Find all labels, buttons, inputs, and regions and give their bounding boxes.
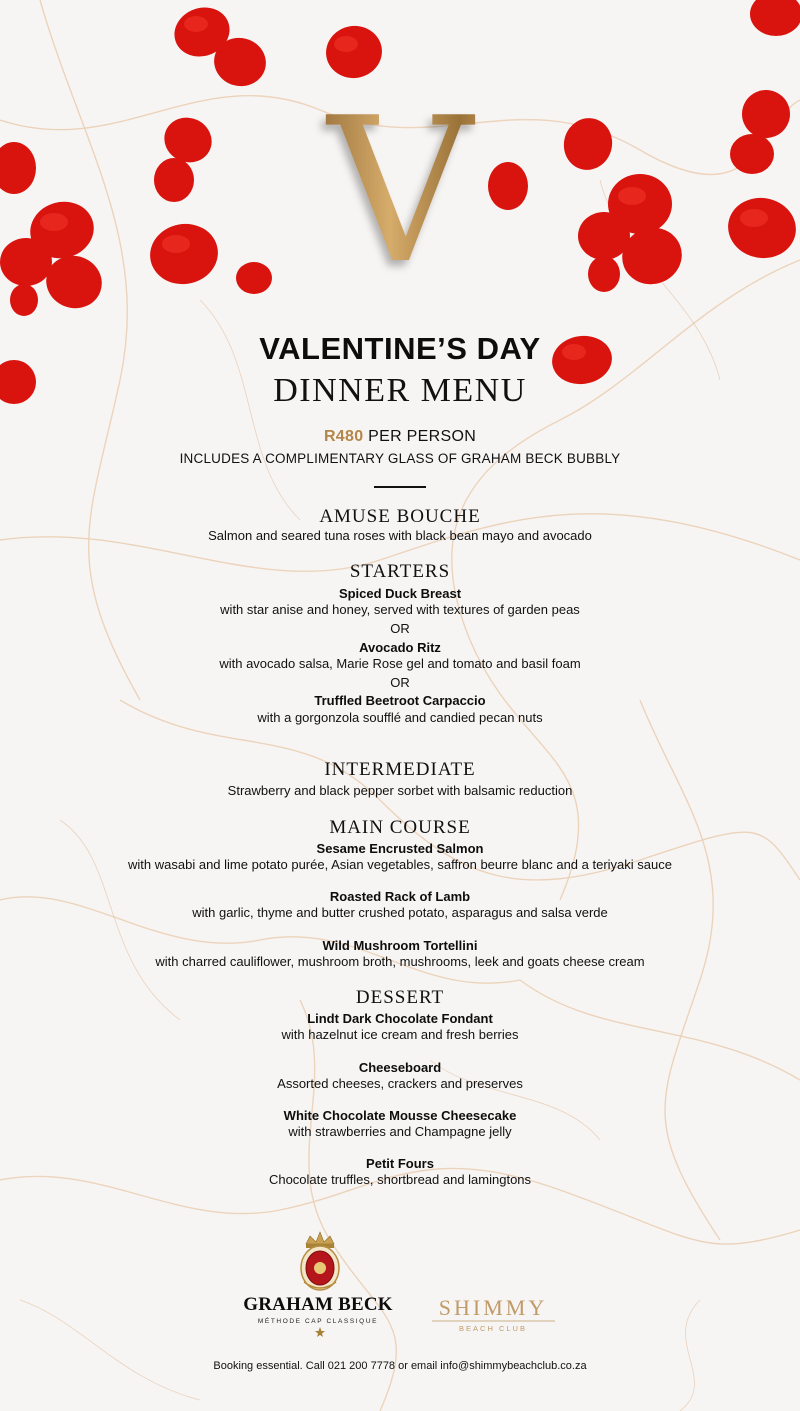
dish-desc: with garlic, thyme and butter crushed potato, asparagus and salsa verde (192, 905, 608, 920)
dish-name: Roasted Rack of Lamb (329, 889, 471, 904)
section-heading-main-course: MAIN COURSE (329, 817, 471, 838)
dish-name: Cheeseboard (358, 1060, 442, 1075)
dish-desc: with hazelnut ice cream and fresh berries (281, 1027, 519, 1042)
dish-desc: with star anise and honey, served with textures of garden peas (220, 602, 580, 617)
or-separator: OR (390, 621, 410, 636)
shimmy-subtitle: BEACH CLUB (459, 1324, 527, 1333)
title-line-1: VALENTINE’S DAY (259, 331, 541, 366)
dish-name: White Chocolate Mousse Cheesecake (283, 1108, 517, 1123)
dish-desc: with charred cauliflower, mushroom broth, mushrooms, leek and goats cheese cream (155, 954, 645, 969)
section-heading-starters: STARTERS (349, 561, 451, 582)
dish-name: Truffled Beetroot Carpaccio (314, 693, 486, 708)
dish-desc: with strawberries and Champagne jelly (288, 1124, 512, 1139)
dish-desc: Chocolate truffles, shortbread and lamingtons (268, 1172, 532, 1187)
section-heading-dessert: DESSERT (355, 987, 445, 1008)
dish-name: Spiced Duck Breast (338, 586, 462, 601)
v-monogram: V (300, 92, 500, 292)
price-suffix: PER PERSON (363, 428, 477, 445)
title-line-2: DINNER MENU (273, 372, 527, 409)
amuse-bouche-desc: Salmon and seared tuna roses with black bean mayo and avocado (208, 528, 592, 543)
dish-desc: with a gorgonzola soufflé and candied pecan nuts (257, 710, 543, 725)
dish-name: Petit Fours (366, 1156, 434, 1171)
dish-name: Sesame Encrusted Salmon (316, 841, 484, 856)
includes-note: INCLUDES A COMPLIMENTARY GLASS OF GRAHAM BECK BUBBLY (179, 451, 621, 466)
divider (374, 486, 426, 488)
section-heading-intermediate: INTERMEDIATE (324, 759, 476, 780)
dish-name: Lindt Dark Chocolate Fondant (307, 1011, 493, 1026)
dish-name: Wild Mushroom Tortellini (322, 938, 478, 953)
intermediate-desc: Strawberry and black pepper sorbet with balsamic reduction (227, 783, 573, 798)
booking-footer: Booking essential. Call 021 200 7778 or email info@shimmybeachclub.co.za (213, 1360, 587, 1372)
dish-desc: Assorted cheeses, crackers and preserves (277, 1076, 523, 1091)
graham-beck-subtitle: MÉTHODE CAP CLASSIQUE (257, 1318, 379, 1325)
dish-name: Avocado Ritz (359, 640, 441, 655)
dish-desc: with avocado salsa, Marie Rose gel and tomato and basil foam (219, 656, 581, 671)
or-separator: OR (390, 675, 410, 690)
shimmy-logo-text: SHIMMY (438, 1295, 548, 1320)
graham-beck-crest-icon (0, 1228, 800, 1348)
dish-desc: with wasabi and lime potato purée, Asian vegetables, saffron beurre blanc and a teriyaki sauce (128, 857, 672, 872)
price-line (0, 428, 800, 446)
price-amount: R480 (323, 428, 364, 445)
section-heading-amuse-bouche: AMUSE BOUCHE (319, 506, 481, 527)
graham-beck-logo-text: GRAHAM BECK (243, 1294, 393, 1315)
